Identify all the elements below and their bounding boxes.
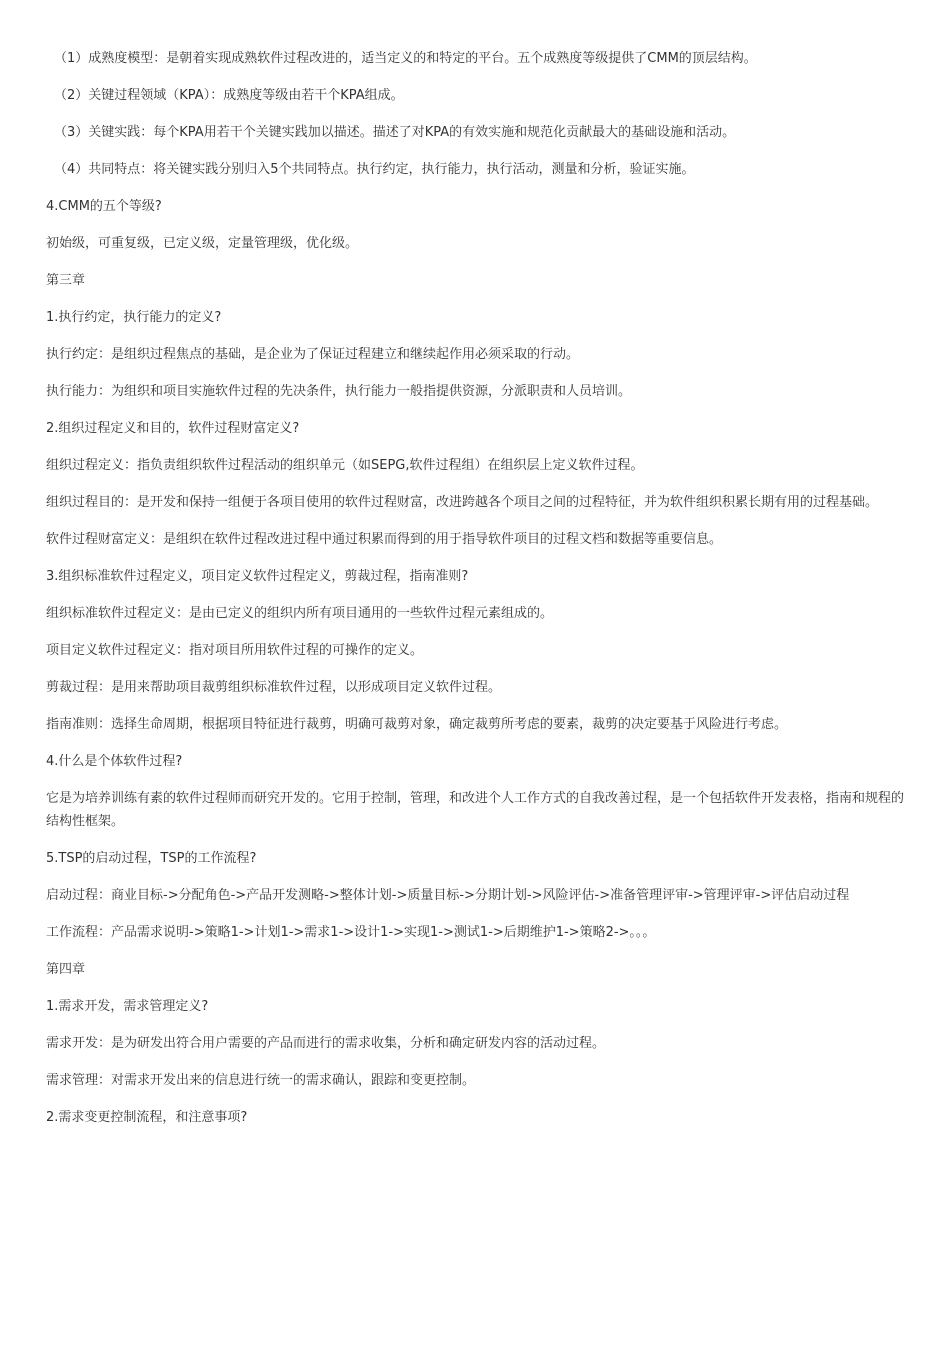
answer-tailoring-process: 剪裁过程：是用来帮助项目裁剪组织标准软件过程，以形成项目定义软件过程。 bbox=[46, 680, 502, 695]
answer-requirements-development: 需求开发：是为研发出符合用户需要的产品而进行的需求收集，分析和确定研发内容的活动过程。 bbox=[46, 1036, 606, 1051]
answer-org-process-definition: 组织过程定义：指负责组织软件过程活动的组织单元（如SEPG,软件过程组）在组织层上定义软件过程。 bbox=[46, 458, 644, 473]
answer-requirements-management: 需求管理：对需求开发出来的信息进行统一的需求确认，跟踪和变更控制。 bbox=[46, 1073, 476, 1088]
answer-psp: 它是为培养训练有素的软件过程师而研究开发的。它用于控制，管理，和改进个人工作方式的自我改善过程，是一个包括软件开发表格，指南和规程的结构性框架。 bbox=[46, 791, 905, 829]
paragraph-cmm-key-practices: （3）关键实践：每个KPA用若干个关键实践加以描述。描述了对KPA的有效实施和规范化贡献最大的基础设施和活动。 bbox=[54, 125, 736, 140]
question-requirements: 1.需求开发，需求管理定义? bbox=[46, 999, 209, 1014]
question-cmm-five-levels: 4.CMM的五个等级? bbox=[46, 199, 162, 214]
question-org-process-definition: 2.组织过程定义和目的，软件过程财富定义? bbox=[46, 421, 300, 436]
chapter-four-title: 第四章 bbox=[46, 962, 86, 977]
answer-org-process-purpose: 组织过程目的：是开发和保持一组便于各项目使用的软件过程财富，改进跨越各个项目之间的过程特征，并为软件组织积累长期有用的过程基础。 bbox=[46, 495, 879, 510]
paragraph-cmm-maturity-model: （1）成熟度模型：是朝着实现成熟软件过程改进的，适当定义的和特定的平台。五个成熟度等级提供了CMM的顶层结构。 bbox=[54, 51, 757, 66]
answer-guidelines: 指南准则：选择生命周期，根据项目特征进行裁剪，明确可裁剪对象，确定裁剪所考虑的要素，裁剪的决定要基于风险进行考虑。 bbox=[46, 717, 788, 732]
answer-tsp-launch: 启动过程：商业目标->分配角色->产品开发测略->整体计划->质量目标->分期计划->风险评估->准备管理评审->管理评审->评估启动过程 bbox=[46, 888, 850, 903]
answer-org-standard-process: 组织标准软件过程定义：是由已定义的组织内所有项目通用的一些软件过程元素组成的。 bbox=[46, 606, 554, 621]
paragraph-cmm-common-features: （4）共同特点：将关键实践分别归入5个共同特点。执行约定，执行能力，执行活动，测量和分析，验证实施。 bbox=[54, 162, 695, 177]
answer-process-assets-definition: 软件过程财富定义：是组织在软件过程改进过程中通过积累而得到的用于指导软件项目的过程文档和数据等重要信息。 bbox=[46, 532, 723, 547]
answer-ability-to-perform: 执行能力：为组织和项目实施软件过程的先决条件，执行能力一般指提供资源，分派职责和人员培训。 bbox=[46, 384, 632, 399]
question-standard-process: 3.组织标准软件过程定义，项目定义软件过程定义，剪裁过程，指南准则? bbox=[46, 569, 469, 584]
question-psp: 4.什么是个体软件过程? bbox=[46, 754, 183, 769]
question-change-control: 2.需求变更控制流程，和注意事项? bbox=[46, 1110, 248, 1125]
question-commitment-ability: 1.执行约定，执行能力的定义? bbox=[46, 310, 222, 325]
paragraph-cmm-kpa: （2）关键过程领域（KPA）：成熟度等级由若干个KPA组成。 bbox=[54, 88, 404, 103]
question-tsp: 5.TSP的启动过程，TSP的工作流程? bbox=[46, 851, 257, 866]
chapter-three-title: 第三章 bbox=[46, 273, 86, 288]
answer-project-defined-process: 项目定义软件过程定义：指对项目所用软件过程的可操作的定义。 bbox=[46, 643, 424, 658]
answer-commitment-to-perform: 执行约定：是组织过程焦点的基础，是企业为了保证过程建立和继续起作用必须采取的行动。 bbox=[46, 347, 580, 362]
document-page bbox=[46, 47, 910, 1143]
answer-tsp-workflow: 工作流程：产品需求说明->策略1->计划1->需求1->设计1->实现1->测试1->后期维护1->策略2->。。。 bbox=[46, 925, 656, 940]
answer-cmm-five-levels: 初始级，可重复级，已定义级，定量管理级，优化级。 bbox=[46, 236, 359, 251]
